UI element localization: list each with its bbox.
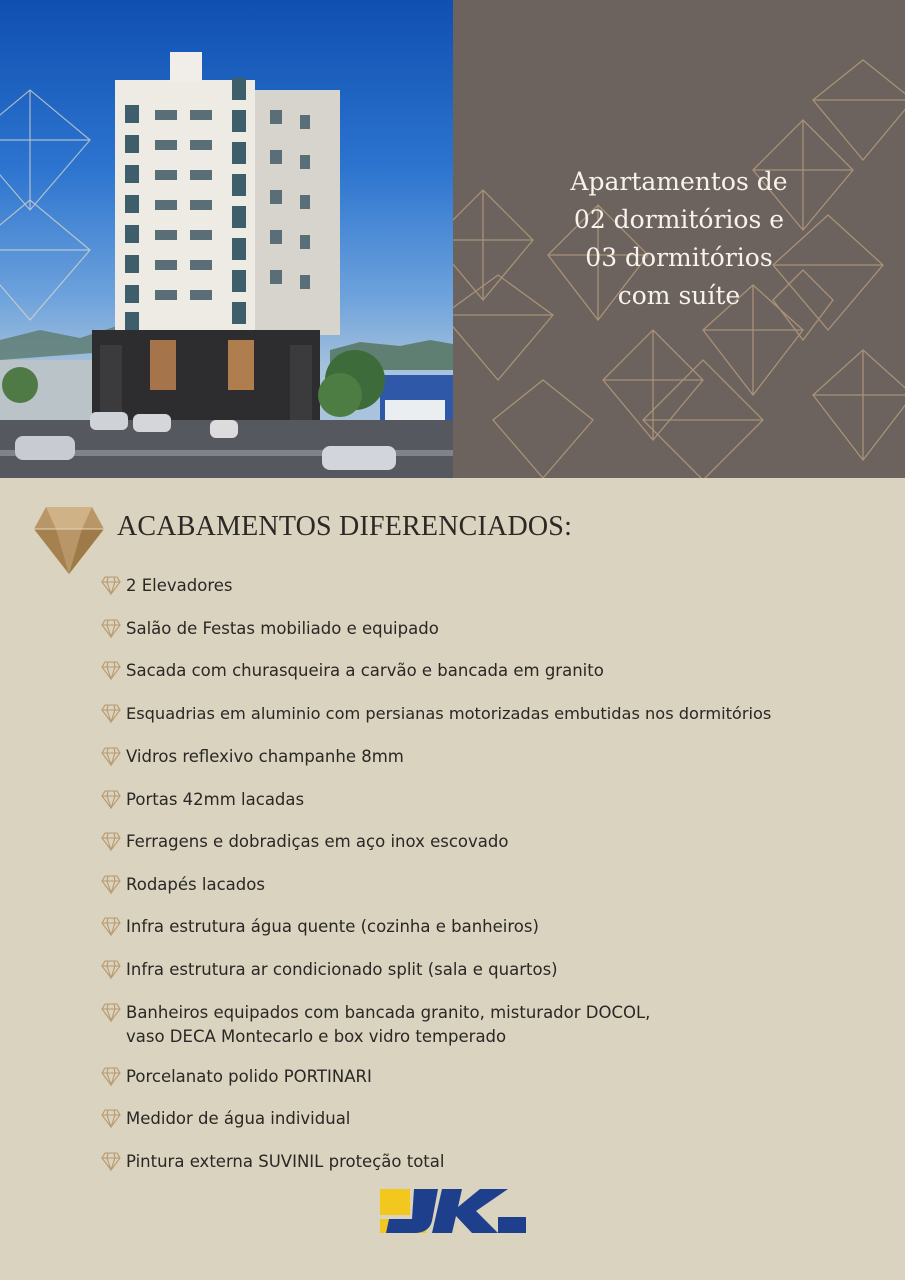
feature-text: Vidros reflexivo champanhe 8mm bbox=[126, 747, 404, 766]
feature-text: Pintura externa SUVINIL proteção total bbox=[126, 1152, 445, 1171]
diamond-outline-icon bbox=[101, 789, 121, 809]
tagline-line: 02 dormitórios e bbox=[573, 205, 785, 234]
feature-text-line: Banheiros equipados com bancada granito, misturador DOCOL, bbox=[126, 1003, 651, 1022]
tagline bbox=[453, 163, 905, 315]
diamond-icon bbox=[34, 505, 104, 575]
hero-band bbox=[0, 0, 905, 478]
feature-text-line: vaso DECA Montecarlo e box vidro temperado bbox=[126, 1027, 507, 1046]
section-title: ACABAMENTOS DIFERENCIADOS: bbox=[117, 511, 573, 542]
feature-text: 2 Elevadores bbox=[126, 576, 233, 595]
feature-text: Medidor de água individual bbox=[126, 1109, 351, 1128]
feature-text: Sacada com churasqueira a carvão e bancada em granito bbox=[126, 661, 604, 680]
tagline-line: Apartamentos de bbox=[570, 167, 788, 196]
feature-text: Salão de Festas mobiliado e equipado bbox=[126, 619, 439, 638]
diamond-outline-icon bbox=[101, 1066, 121, 1086]
diamond-outline-icon bbox=[101, 916, 121, 936]
feature-text: Infra estrutura ar condicionado split (sala e quartos) bbox=[126, 960, 558, 979]
diamond-outline-icon bbox=[101, 703, 121, 723]
feature-text: Porcelanato polido PORTINARI bbox=[126, 1067, 372, 1086]
diamond-outline-icon bbox=[101, 831, 121, 851]
diamond-outline-icon bbox=[101, 1151, 121, 1171]
tagline-line: com suíte bbox=[617, 281, 741, 310]
diamond-outline-icon bbox=[101, 575, 121, 595]
tagline-panel bbox=[453, 0, 905, 478]
diamond-outline-icon bbox=[101, 959, 121, 979]
feature-text: Esquadrias em aluminio com persianas motorizadas embutidas nos dormitórios bbox=[126, 704, 772, 723]
feature-text: Rodapés lacados bbox=[126, 875, 265, 894]
feature-text: Ferragens e dobradiças em aço inox escovado bbox=[126, 832, 509, 851]
feature-text bbox=[126, 1001, 650, 1049]
diamond-outline-icon bbox=[101, 1108, 121, 1128]
diamond-pattern-left bbox=[0, 0, 120, 478]
diamond-outline-icon bbox=[101, 874, 121, 894]
diamond-outline-icon bbox=[101, 660, 121, 680]
jk-logo bbox=[380, 1189, 526, 1233]
diamond-outline-icon bbox=[101, 1002, 121, 1022]
tagline-line: 03 dormitórios bbox=[585, 243, 773, 272]
diamond-outline-icon bbox=[101, 618, 121, 638]
feature-text: Infra estrutura água quente (cozinha e banheiros) bbox=[126, 917, 539, 936]
feature-text: Portas 42mm lacadas bbox=[126, 790, 305, 809]
diamond-outline-icon bbox=[101, 746, 121, 766]
